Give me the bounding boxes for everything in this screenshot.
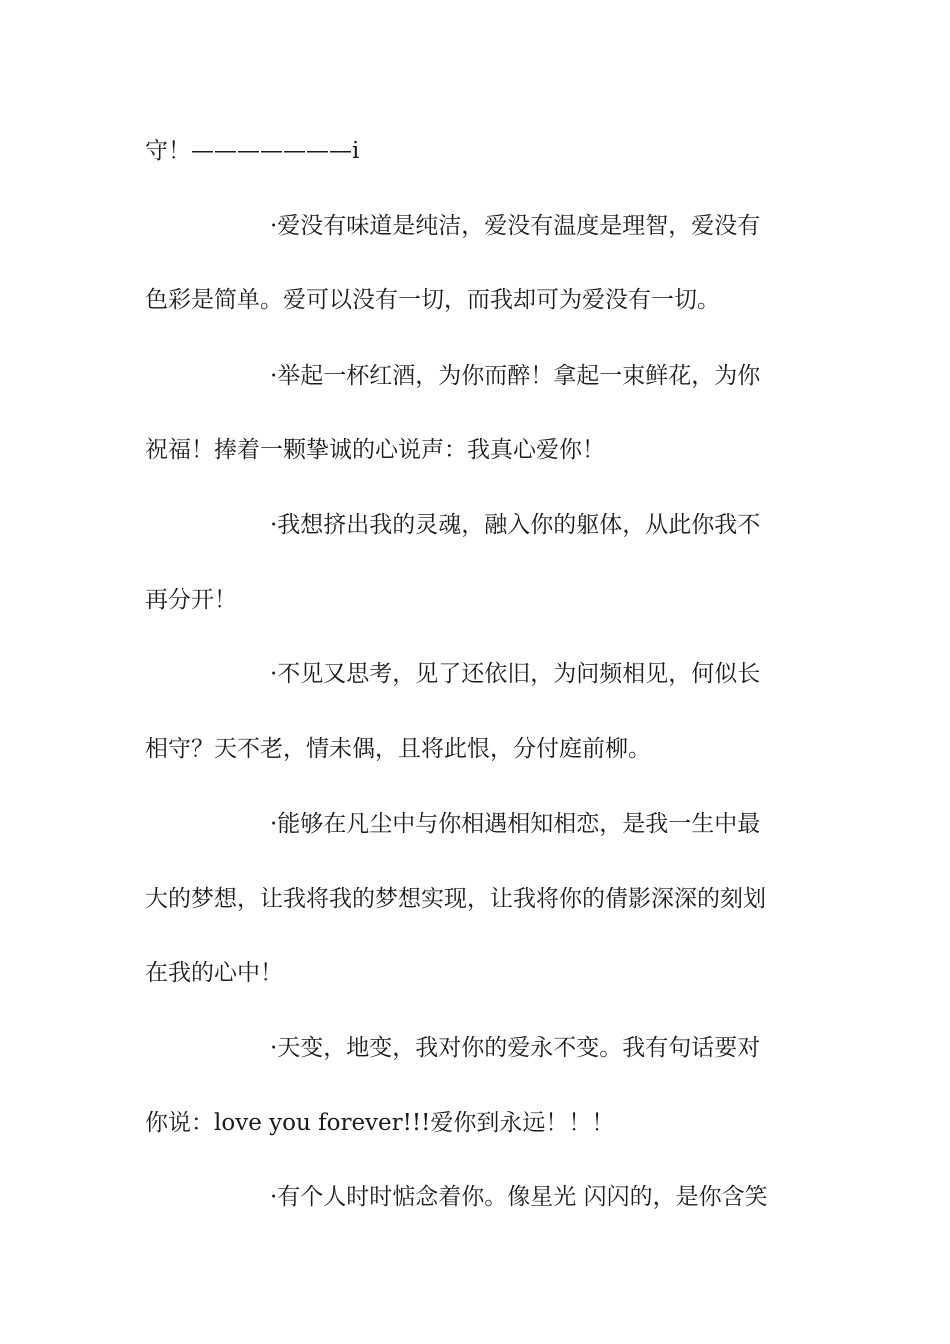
bullet-paragraph-line: ·爱没有味道是纯洁，爱没有温度是理智，爱没有 xyxy=(270,213,761,239)
bullet-paragraph-line: ·有个人时时惦念着你。像星光 闪闪的，是你含笑 xyxy=(270,1184,768,1210)
bullet-paragraph-line: ·不见又思考，见了还依旧，为问频相见，何似长 xyxy=(270,661,761,687)
text-line: 大的梦想，让我将我的梦想实现，让我将你的倩影深深的刻划 xyxy=(145,886,766,912)
text-line: 守！———————i xyxy=(145,138,360,164)
bullet-paragraph-line: ·我想挤出我的灵魂，融入你的躯体，从此你我不 xyxy=(270,512,761,538)
bullet-paragraph-line: ·能够在凡尘中与你相遇相知相恋，是我一生中最 xyxy=(270,811,761,837)
bullet-paragraph-line: ·天变，地变，我对你的爱永不变。我有句话要对 xyxy=(270,1035,761,1061)
text-line: 你说：love you forever!!!爱你到永远！！！ xyxy=(145,1110,615,1136)
text-line: 祝福！捧着一颗挚诚的心说声：我真心爱你！ xyxy=(145,437,605,463)
bullet-paragraph-line: ·举起一杯红酒，为你而醉！拿起一束鲜花，为你 xyxy=(270,363,761,389)
text-line: 在我的心中！ xyxy=(145,960,283,986)
text-line: 再分开！ xyxy=(145,587,237,613)
text-line: 相守？天不老，情未偶，且将此恨，分付庭前柳。 xyxy=(145,736,651,762)
text-line: 色彩是简单。爱可以没有一切，而我却可为爱没有一切。 xyxy=(145,287,720,313)
